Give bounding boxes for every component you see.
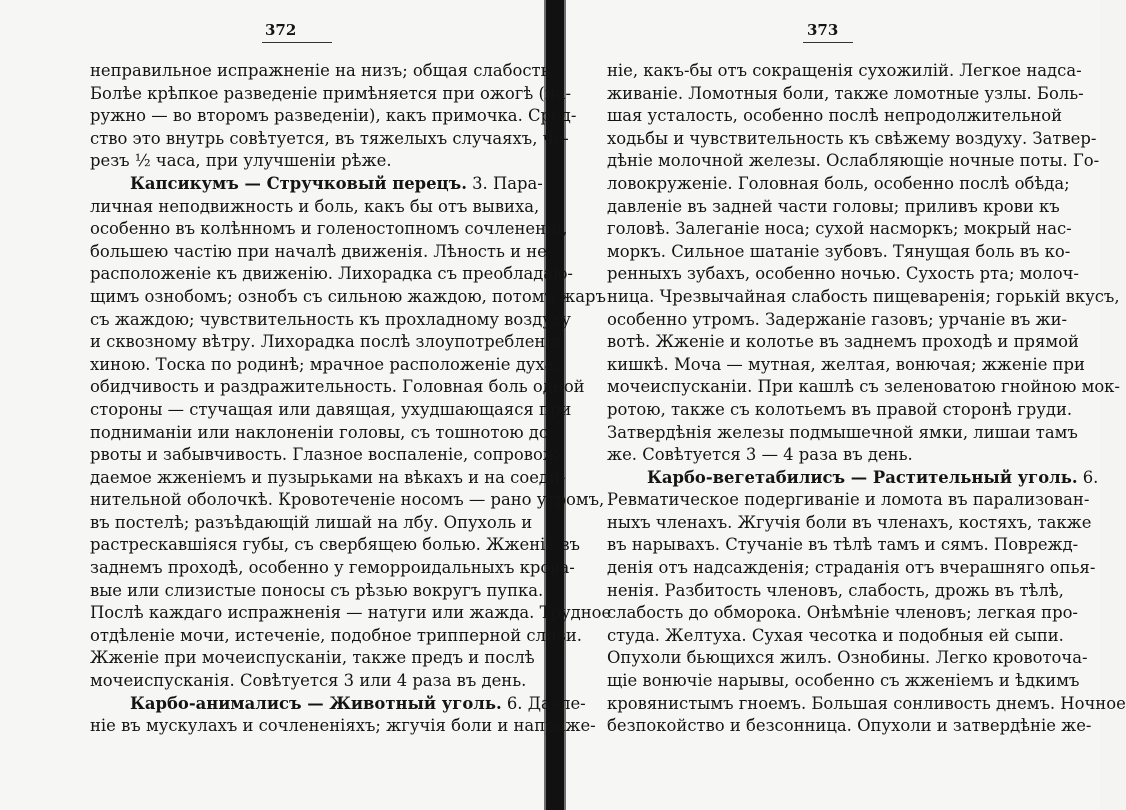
- text-line: [607, 534, 1079, 557]
- line-text: ловокруженіе. Головная боль, особенно послѣ обѣда;: [607, 173, 1070, 193]
- text-line: [607, 602, 1078, 625]
- right-page-text: [607, 60, 1126, 738]
- line-text: въ постелѣ; разъѣдающій лишай на лбу. Опухоль и: [90, 512, 533, 532]
- line-text: ніе въ мускулахъ и сочлененіяхъ; жгучія боли и напраже-: [90, 716, 596, 736]
- text-line: [607, 286, 1120, 309]
- text-line: [90, 602, 612, 625]
- line-text: безпокойство и безсонница. Опухоли и затвердѣніе же-: [607, 716, 1092, 736]
- text-line: [90, 670, 527, 693]
- text-line: [607, 128, 1097, 151]
- line-text: ренныхъ зубахъ, особенно ночью. Сухость рта; молоч-: [607, 264, 1079, 284]
- entry-heading-line: [90, 173, 543, 196]
- line-text: 3. Пара-: [466, 173, 543, 193]
- text-line: [607, 647, 1088, 670]
- line-text: расположеніе къ движенію. Лихорадка съ преобладаю-: [90, 264, 573, 284]
- line-text: Послѣ каждаго испражненія — натуги или жажда. Трудное: [90, 603, 612, 623]
- line-text: ненія. Разбитость членовъ, слабость, дрожь въ тѣлѣ,: [607, 580, 1064, 600]
- line-text: заднемъ проходѣ, особенно у геморроидальныхъ крова-: [90, 558, 575, 578]
- text-line: [607, 218, 1072, 241]
- text-line: [90, 399, 572, 422]
- line-text: кровянистымъ гноемъ. Большая сонливость днемъ. Ночное: [607, 693, 1126, 713]
- remedy-heading: Капсикумъ — Стручковый перецъ.: [130, 173, 467, 193]
- text-line: [607, 60, 1082, 83]
- left-header-rule: [262, 42, 332, 43]
- text-line: [607, 105, 1063, 128]
- line-text: дѣніе молочной железы. Ослабляющіе ночные поты. Го-: [607, 151, 1100, 171]
- line-text: щимъ ознобомъ; ознобъ съ сильною жаждою, потомъ жаръ: [90, 286, 606, 306]
- line-text: ница. Чрезвычайная слабость пищеваренія; горькій вкусъ,: [607, 286, 1120, 306]
- text-line: [90, 218, 568, 241]
- text-line: [90, 467, 566, 490]
- text-line: [90, 60, 555, 83]
- line-text: Болѣе крѣпкое разведеніе примѣняется при ожогѣ (на-: [90, 83, 572, 103]
- text-line: [607, 557, 1096, 580]
- text-line: [607, 693, 1126, 716]
- entry-heading-line: [90, 693, 586, 716]
- text-line: [90, 444, 564, 467]
- line-text: резъ ½ часа, при улучшеніи рѣже.: [90, 151, 392, 171]
- text-line: [607, 354, 1085, 377]
- left-page-number: 372: [265, 21, 297, 39]
- text-line: [90, 196, 540, 219]
- remedy-heading: Карбо-анималисъ — Животный уголь.: [130, 693, 502, 713]
- text-line: [607, 376, 1120, 399]
- text-line: [90, 83, 572, 106]
- line-text: денія отъ надсажденія; страданія отъ вчерашняго опья-: [607, 558, 1096, 578]
- right-header-rule: [803, 42, 853, 43]
- text-line: [607, 444, 1031, 467]
- line-text: давленіе въ задней части головы; приливъ крови къ: [607, 196, 1060, 216]
- text-line: [90, 331, 561, 354]
- line-text: отдѣленіе мочи, истеченіе, подобное трипперной слизи.: [90, 625, 582, 645]
- text-line: [90, 376, 585, 399]
- text-line: [90, 422, 549, 445]
- line-text: даемое жженіемъ и пузырьками на вѣкахъ и на соеди-: [90, 467, 566, 487]
- right-page-number: 373: [807, 21, 839, 39]
- line-text: вые или слизистые поносы съ рѣзью вокругъ пупка.: [90, 580, 544, 600]
- line-text: живаніе. Ломотныя боли, также ломотные узлы. Боль-: [607, 83, 1084, 103]
- line-text: хиною. Тоска по родинѣ; мрачное расположеніе духа,: [90, 354, 560, 374]
- line-text: Затвердѣнія железы подмышечной ямки, лишаи тамъ: [607, 422, 1078, 442]
- line-text: студа. Желтуха. Сухая чесотка и подобныя ей сыпи.: [607, 625, 1064, 645]
- line-text: же. Совѣтуется 3 — 4 раза въ день.: [607, 445, 913, 465]
- text-line: [607, 670, 1080, 693]
- text-line: [607, 263, 1079, 286]
- text-line: [90, 128, 569, 151]
- line-text: рвоты и забывчивость. Глазное воспаленіе, сопровож-: [90, 445, 564, 465]
- line-text: Жженіе при мочеиспусканіи, также предъ и послѣ: [90, 648, 535, 668]
- text-line: [90, 241, 553, 264]
- line-text: ходьбы и чувствительность къ свѣжему воздуху. Затвер-: [607, 128, 1097, 148]
- line-text: растрескавшіяся губы, съ свербящею болью. Жженіе въ: [90, 535, 580, 555]
- text-line: [90, 512, 533, 535]
- text-line: [607, 715, 1092, 738]
- remedy-heading: Карбо-вегетабилисъ — Растительный уголь.: [647, 467, 1078, 487]
- line-text: мочеиспусканія. Совѣтуется 3 или 4 раза въ день.: [90, 671, 527, 691]
- line-text: нительной оболочкѣ. Кровотеченіе носомъ — рано утромъ,: [90, 490, 605, 510]
- line-text: Опухоли бьющихся жилъ. Ознобины. Легко кровоточа-: [607, 648, 1088, 668]
- line-text: ротою, также съ колотьемъ въ правой сторонѣ груди.: [607, 399, 1073, 419]
- line-text: слабость до обморока. Онѣмѣніе членовъ; легкая про-: [607, 603, 1078, 623]
- left-page-text: [90, 60, 612, 738]
- line-text: щіе вонючіе нарывы, особенно съ жженіемъ и ѣдкимъ: [607, 671, 1080, 691]
- text-line: [607, 422, 1078, 445]
- line-text: ныхъ членахъ. Жгучія боли въ членахъ, костяхъ, также: [607, 512, 1092, 532]
- text-line: [90, 150, 500, 173]
- text-line: [607, 512, 1092, 535]
- line-text: и сквозному вѣтру. Лихорадка послѣ злоупотребленія: [90, 332, 561, 352]
- text-line: [90, 625, 582, 648]
- text-line: [607, 173, 1070, 196]
- line-text: ружно — во второмъ разведеніи), какъ примочка. Сред-: [90, 106, 577, 126]
- text-line: [90, 534, 580, 557]
- line-text: особенно утромъ. Задержаніе газовъ; урчаніе въ жи-: [607, 309, 1068, 329]
- line-text: 6. Давле-: [501, 693, 586, 713]
- line-text: моркъ. Сильное шатаніе зубовъ. Тянущая боль въ ко-: [607, 241, 1071, 261]
- text-line: [90, 263, 573, 286]
- line-text: мочеиспусканіи. При кашлѣ съ зеленоватою гнойною мок-: [607, 377, 1120, 397]
- line-text: стороны — стучащая или давящая, ухудшающаяся при: [90, 399, 572, 419]
- entry-heading-line: [607, 467, 1099, 490]
- text-line: [607, 625, 1064, 648]
- text-line: [607, 241, 1071, 264]
- text-line: [90, 105, 577, 128]
- text-line: [90, 309, 571, 332]
- line-text: личная неподвижность и боль, какъ бы отъ вывиха,: [90, 196, 540, 216]
- text-line: [607, 150, 1100, 173]
- line-text: большею частію при началѣ движенія. Лѣность и не-: [90, 241, 553, 261]
- line-text: 6.: [1077, 467, 1099, 487]
- text-line: [607, 196, 1060, 219]
- line-text: въ нарывахъ. Стучаніе въ тѣлѣ тамъ и сямъ. Поврежд-: [607, 535, 1079, 555]
- line-text: обидчивость и раздражительность. Головная боль одной: [90, 377, 585, 397]
- text-line: [607, 309, 1068, 332]
- line-text: ніе, какъ-бы отъ сокращенія сухожилій. Легкое надса-: [607, 61, 1082, 80]
- line-text: особенно въ колѣнномъ и голеностопномъ сочлененіи,: [90, 219, 568, 239]
- line-text: ство это внутрь совѣтуется, въ тяжелыхъ случаяхъ, че-: [90, 128, 569, 148]
- line-text: головѣ. Залеганіе носа; сухой насморкъ; мокрый нас-: [607, 219, 1072, 239]
- text-line: [90, 557, 575, 580]
- text-line: [607, 331, 1079, 354]
- text-line: [90, 489, 605, 512]
- text-line: [90, 647, 535, 670]
- line-text: неправильное испражненіе на низъ; общая слабость.: [90, 61, 555, 80]
- text-line: [607, 580, 1064, 603]
- line-text: шая усталость, особенно послѣ непродолжительной: [607, 106, 1063, 126]
- text-line: [90, 580, 544, 603]
- line-text: съ жаждою; чувствительность къ прохладному воздуху: [90, 309, 571, 329]
- text-line: [607, 489, 1090, 512]
- line-text: вотѣ. Жженіе и колотье въ заднемъ проходѣ и прямой: [607, 332, 1079, 352]
- text-line: [90, 286, 606, 309]
- text-line: [607, 399, 1073, 422]
- text-line: [90, 354, 560, 377]
- line-text: кишкѣ. Моча — мутная, желтая, вонючая; жженіе при: [607, 354, 1085, 374]
- line-text: подниманіи или наклоненіи головы, съ тошнотою до: [90, 422, 549, 442]
- text-line: [607, 83, 1084, 106]
- text-line: [90, 715, 596, 738]
- line-text: Ревматическое подергиваніе и ломота въ парализован-: [607, 490, 1090, 510]
